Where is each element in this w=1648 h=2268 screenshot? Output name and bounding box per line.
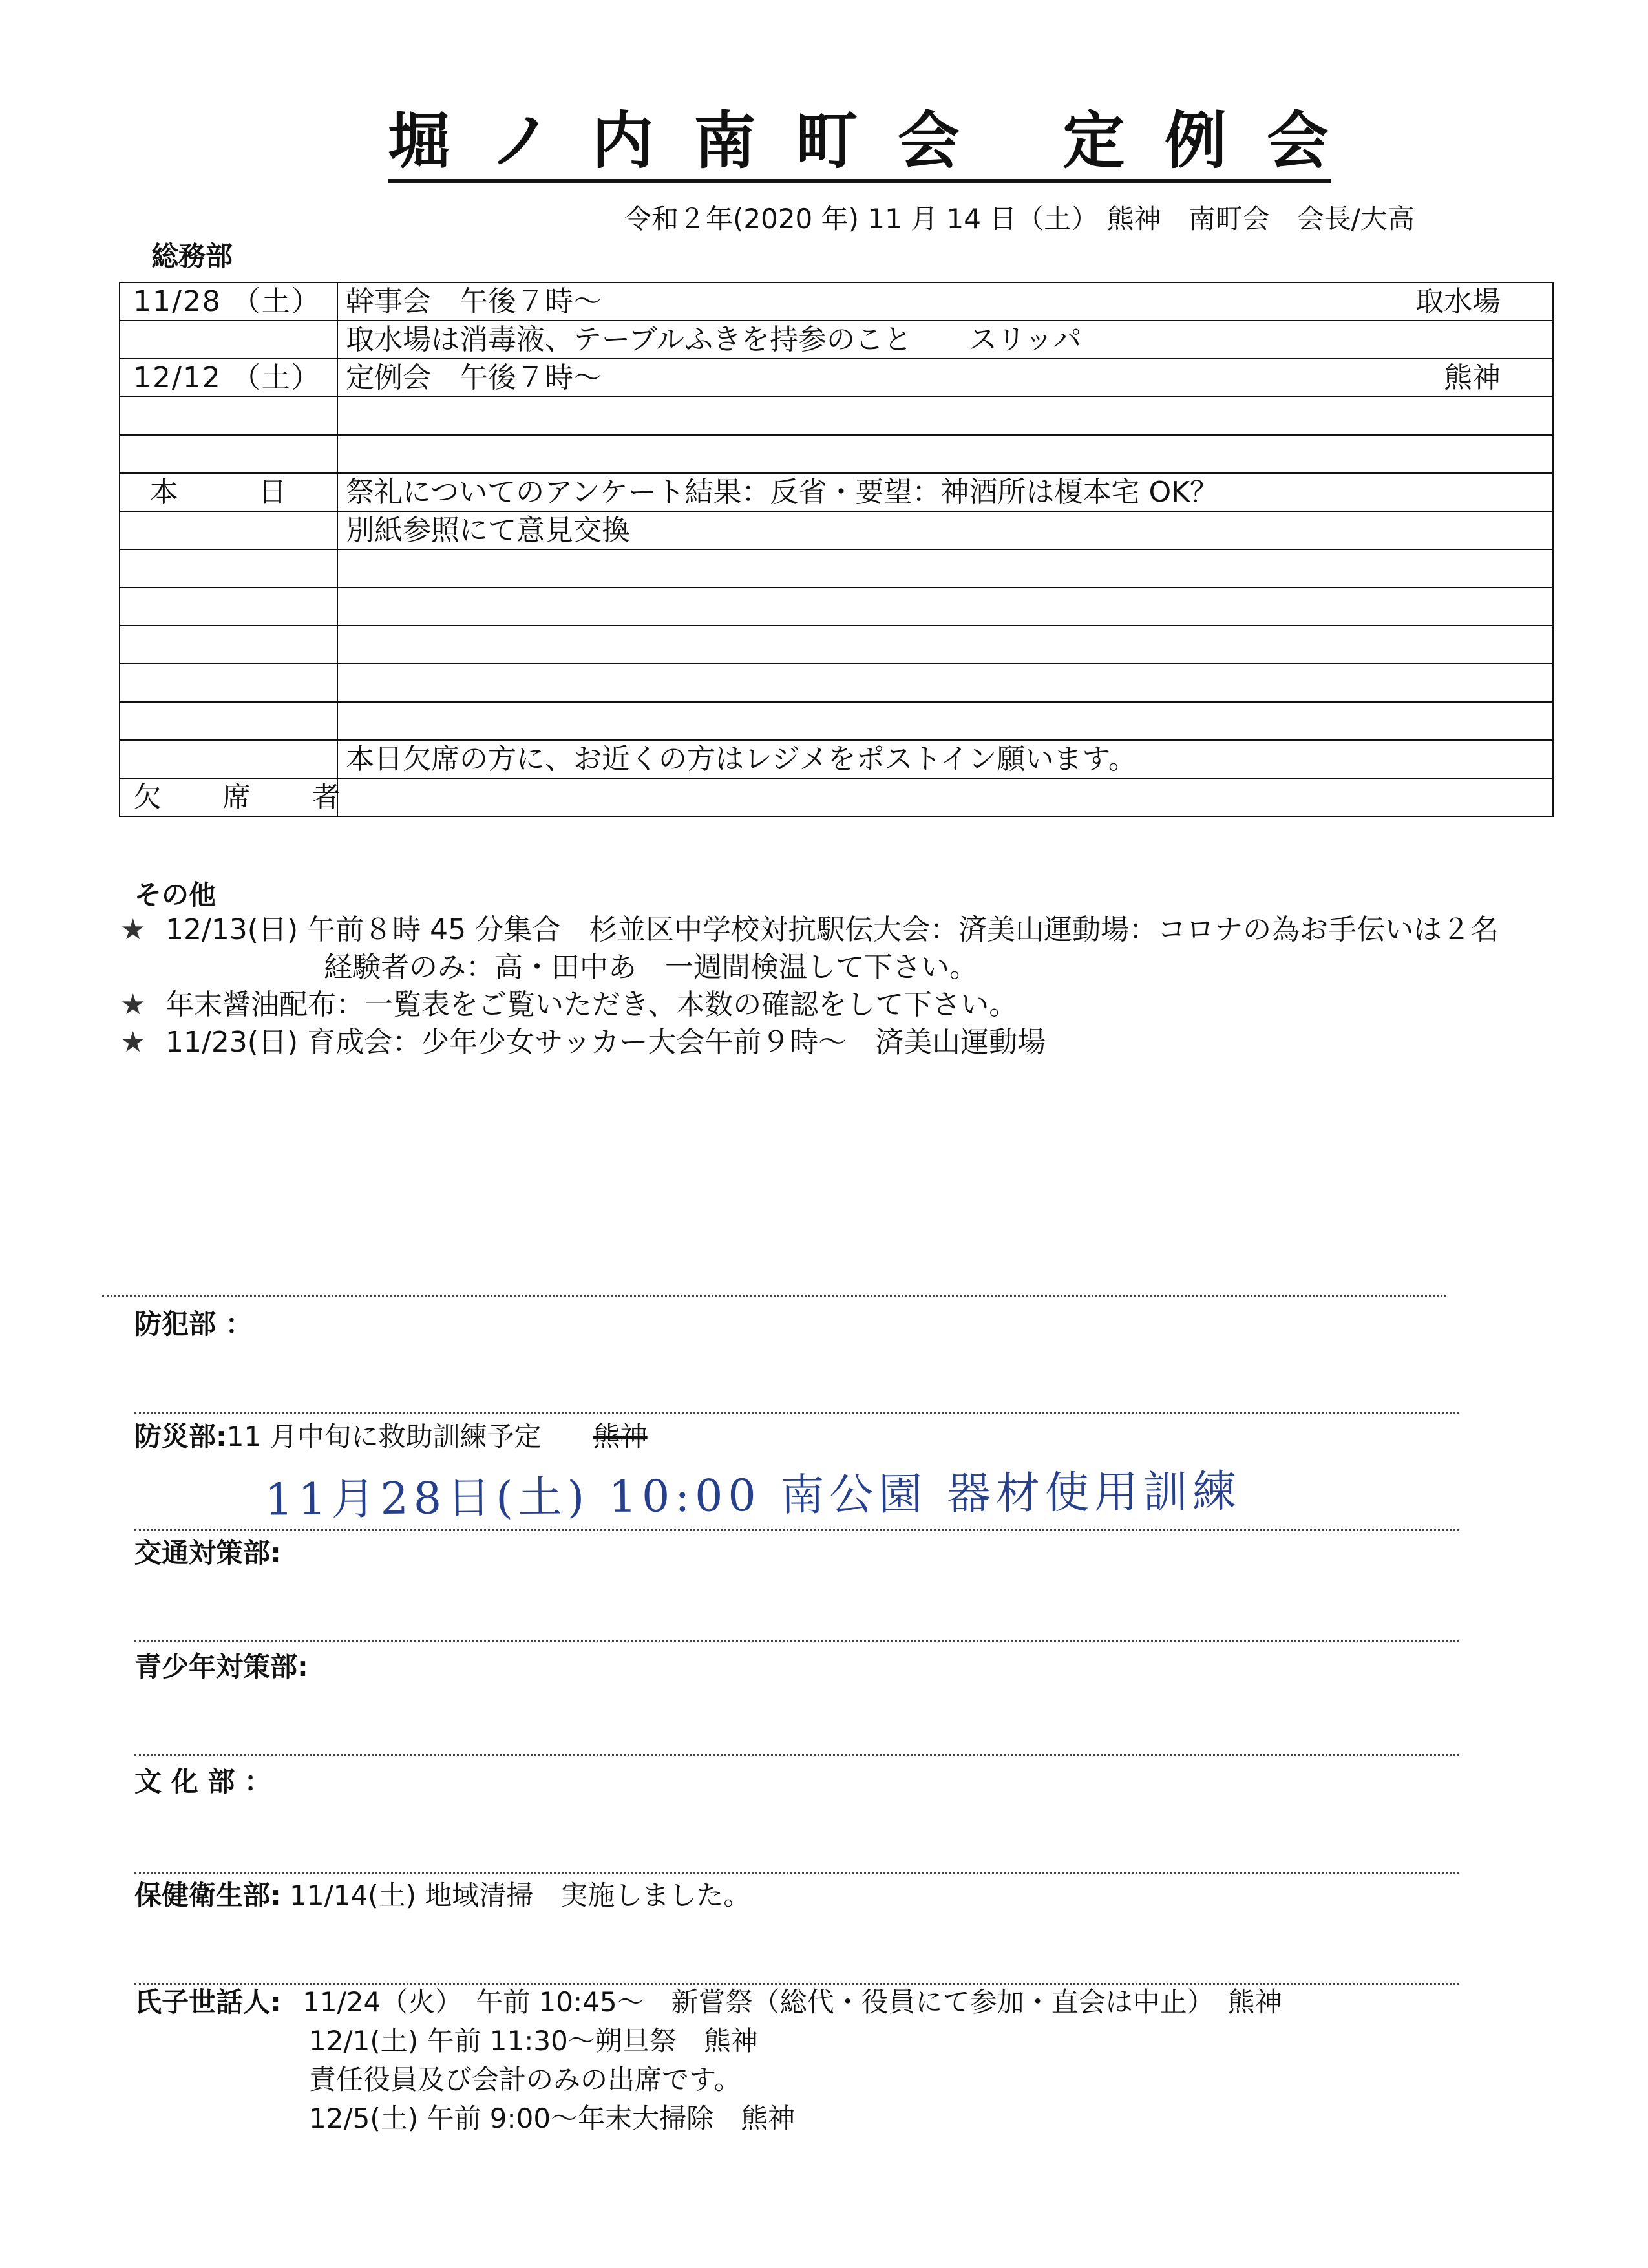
list-item: ★ 12/13(日) 午前８時 45 分集合 杉並区中学校対抗駅伝大会：済美山運動場：コロナの為お手伝いは２名 xyxy=(120,911,1499,949)
dept-bousai: 防災部:11 月中旬に救助訓練予定 熊神 xyxy=(134,1421,648,1452)
others-list xyxy=(120,911,1499,1061)
table-row xyxy=(120,282,1553,321)
table-row xyxy=(120,664,1553,702)
table-row xyxy=(120,435,1553,473)
dept-bouhan: 防犯部 ： xyxy=(134,1308,253,1340)
table-row xyxy=(120,397,1553,435)
content-text: 取水場は消毒液、テーブルふきを持参のこと スリッパ xyxy=(346,323,1082,356)
title-char: 会 xyxy=(897,105,962,177)
table-row xyxy=(120,321,1553,359)
title-char: 町 xyxy=(796,105,861,177)
list-item: 責任役員及び会計のみの出席です。 xyxy=(309,2064,741,2095)
title-char: 定 xyxy=(1062,105,1128,177)
content-text: 定例会 午後７時～ xyxy=(346,361,602,394)
star-icon: ★ xyxy=(120,1026,146,1059)
table-row xyxy=(120,549,1553,588)
content-cell xyxy=(337,549,1553,588)
date-cell xyxy=(120,740,337,778)
table-row xyxy=(120,626,1553,664)
content-cell xyxy=(337,702,1553,740)
title-char: 会 xyxy=(1266,105,1331,177)
list-item: 12/5(土) 午前 9:00～年末大掃除 熊神 xyxy=(309,2103,796,2134)
title-char: 南 xyxy=(693,105,759,177)
date-cell: 欠 席 者 xyxy=(120,778,337,816)
content-text: 祭礼についてのアンケート結果：反省・要望：神酒所は榎本宅 OK？ xyxy=(346,476,1218,509)
place-text: 取水場 xyxy=(1415,285,1501,318)
content-cell xyxy=(337,740,1553,778)
dept-hoken: 保健衛生部: 11/14(土) 地域清掃 実施しました。 xyxy=(134,1880,751,1911)
content-cell xyxy=(337,626,1553,664)
dept-bunka: 文 化 部 ： xyxy=(134,1766,271,1797)
table-row xyxy=(120,740,1553,778)
list-item: ★ 年末醤油配布：一覧表をご覧いただき、本数の確認をして下さい。 xyxy=(120,986,1499,1024)
content-cell xyxy=(337,664,1553,702)
content-cell xyxy=(337,511,1553,549)
content-cell xyxy=(337,282,1553,321)
dotted-divider xyxy=(134,1872,1459,1874)
date-cell xyxy=(120,702,337,740)
date-cell xyxy=(120,626,337,664)
date-cell xyxy=(120,435,337,473)
title-char: 例 xyxy=(1165,105,1230,177)
date-cell xyxy=(120,549,337,588)
star-icon: ★ xyxy=(120,988,146,1021)
title-char: 内 xyxy=(591,105,657,177)
date-cell xyxy=(120,664,337,702)
star-icon: ★ xyxy=(120,913,146,946)
list-item: 経験者のみ：高・田中あ 一週間検温して下さい。 xyxy=(324,951,978,984)
title-gap xyxy=(1000,109,1026,174)
page-title xyxy=(388,105,1331,183)
dotted-divider xyxy=(134,1640,1459,1642)
content-cell xyxy=(337,588,1553,626)
content-cell xyxy=(337,778,1553,816)
struck-text: 熊神 xyxy=(593,1421,648,1452)
dept-ujiko xyxy=(134,1983,1282,2138)
table-row xyxy=(120,359,1553,397)
content-text: 別紙参照にて意見交換 xyxy=(346,514,630,547)
list-item: 11/24（火） 午前 10:45～ 新嘗祭（総代・役員にて参加・直会は中止） 熊神 xyxy=(302,1986,1282,2018)
content-text: 幹事会 午後７時～ xyxy=(346,285,602,318)
list-item: ★ 11/23(日) 育成会：少年少女サッカー大会午前９時～ 済美山運動場 xyxy=(120,1024,1499,1061)
dotted-divider xyxy=(134,1412,1459,1414)
date-cell xyxy=(120,397,337,435)
title-char: 堀 xyxy=(388,105,452,177)
content-cell xyxy=(337,435,1553,473)
content-text: 本日欠席の方に、お近くの方はレジメをポストイン願います。 xyxy=(346,743,1137,776)
handwritten-note: 11月28日(土) 10:00 南公園 器材使用訓練 xyxy=(264,1466,1242,1526)
title-char: ノ xyxy=(489,105,555,177)
content-cell xyxy=(337,359,1553,397)
dotted-divider xyxy=(134,1529,1459,1531)
dotted-divider xyxy=(102,1295,1446,1297)
others-label: その他 xyxy=(134,879,217,911)
content-cell xyxy=(337,397,1553,435)
date-cell: 12/12 （土） xyxy=(120,359,337,397)
table-row xyxy=(120,702,1553,740)
content-cell xyxy=(337,321,1553,359)
ujiko-label: 氏子世話人: xyxy=(134,1986,281,2018)
list-item: 12/1(土) 午前 11:30～朔旦祭 熊神 xyxy=(309,2025,758,2057)
table-row xyxy=(120,778,1553,816)
table-row xyxy=(120,588,1553,626)
date-cell xyxy=(120,321,337,359)
place-text: 熊神 xyxy=(1444,361,1501,394)
date-cell xyxy=(120,588,337,626)
date-cell xyxy=(120,511,337,549)
soumu-label: 総務部 xyxy=(151,240,233,272)
meeting-date-line: 令和２年(2020 年) 11 月 14 日（土） 熊神 南町会 会長/大高 xyxy=(624,203,1415,235)
table-row xyxy=(120,511,1553,549)
dept-seishounen: 青少年対策部: xyxy=(134,1651,308,1682)
dotted-divider xyxy=(134,1754,1459,1756)
dept-koutsu: 交通対策部: xyxy=(134,1537,281,1569)
date-cell: 11/28 （土） xyxy=(120,282,337,321)
content-cell xyxy=(337,473,1553,511)
date-cell: 本 日 xyxy=(120,473,337,511)
schedule-table xyxy=(119,282,1554,817)
table-row xyxy=(120,473,1553,511)
